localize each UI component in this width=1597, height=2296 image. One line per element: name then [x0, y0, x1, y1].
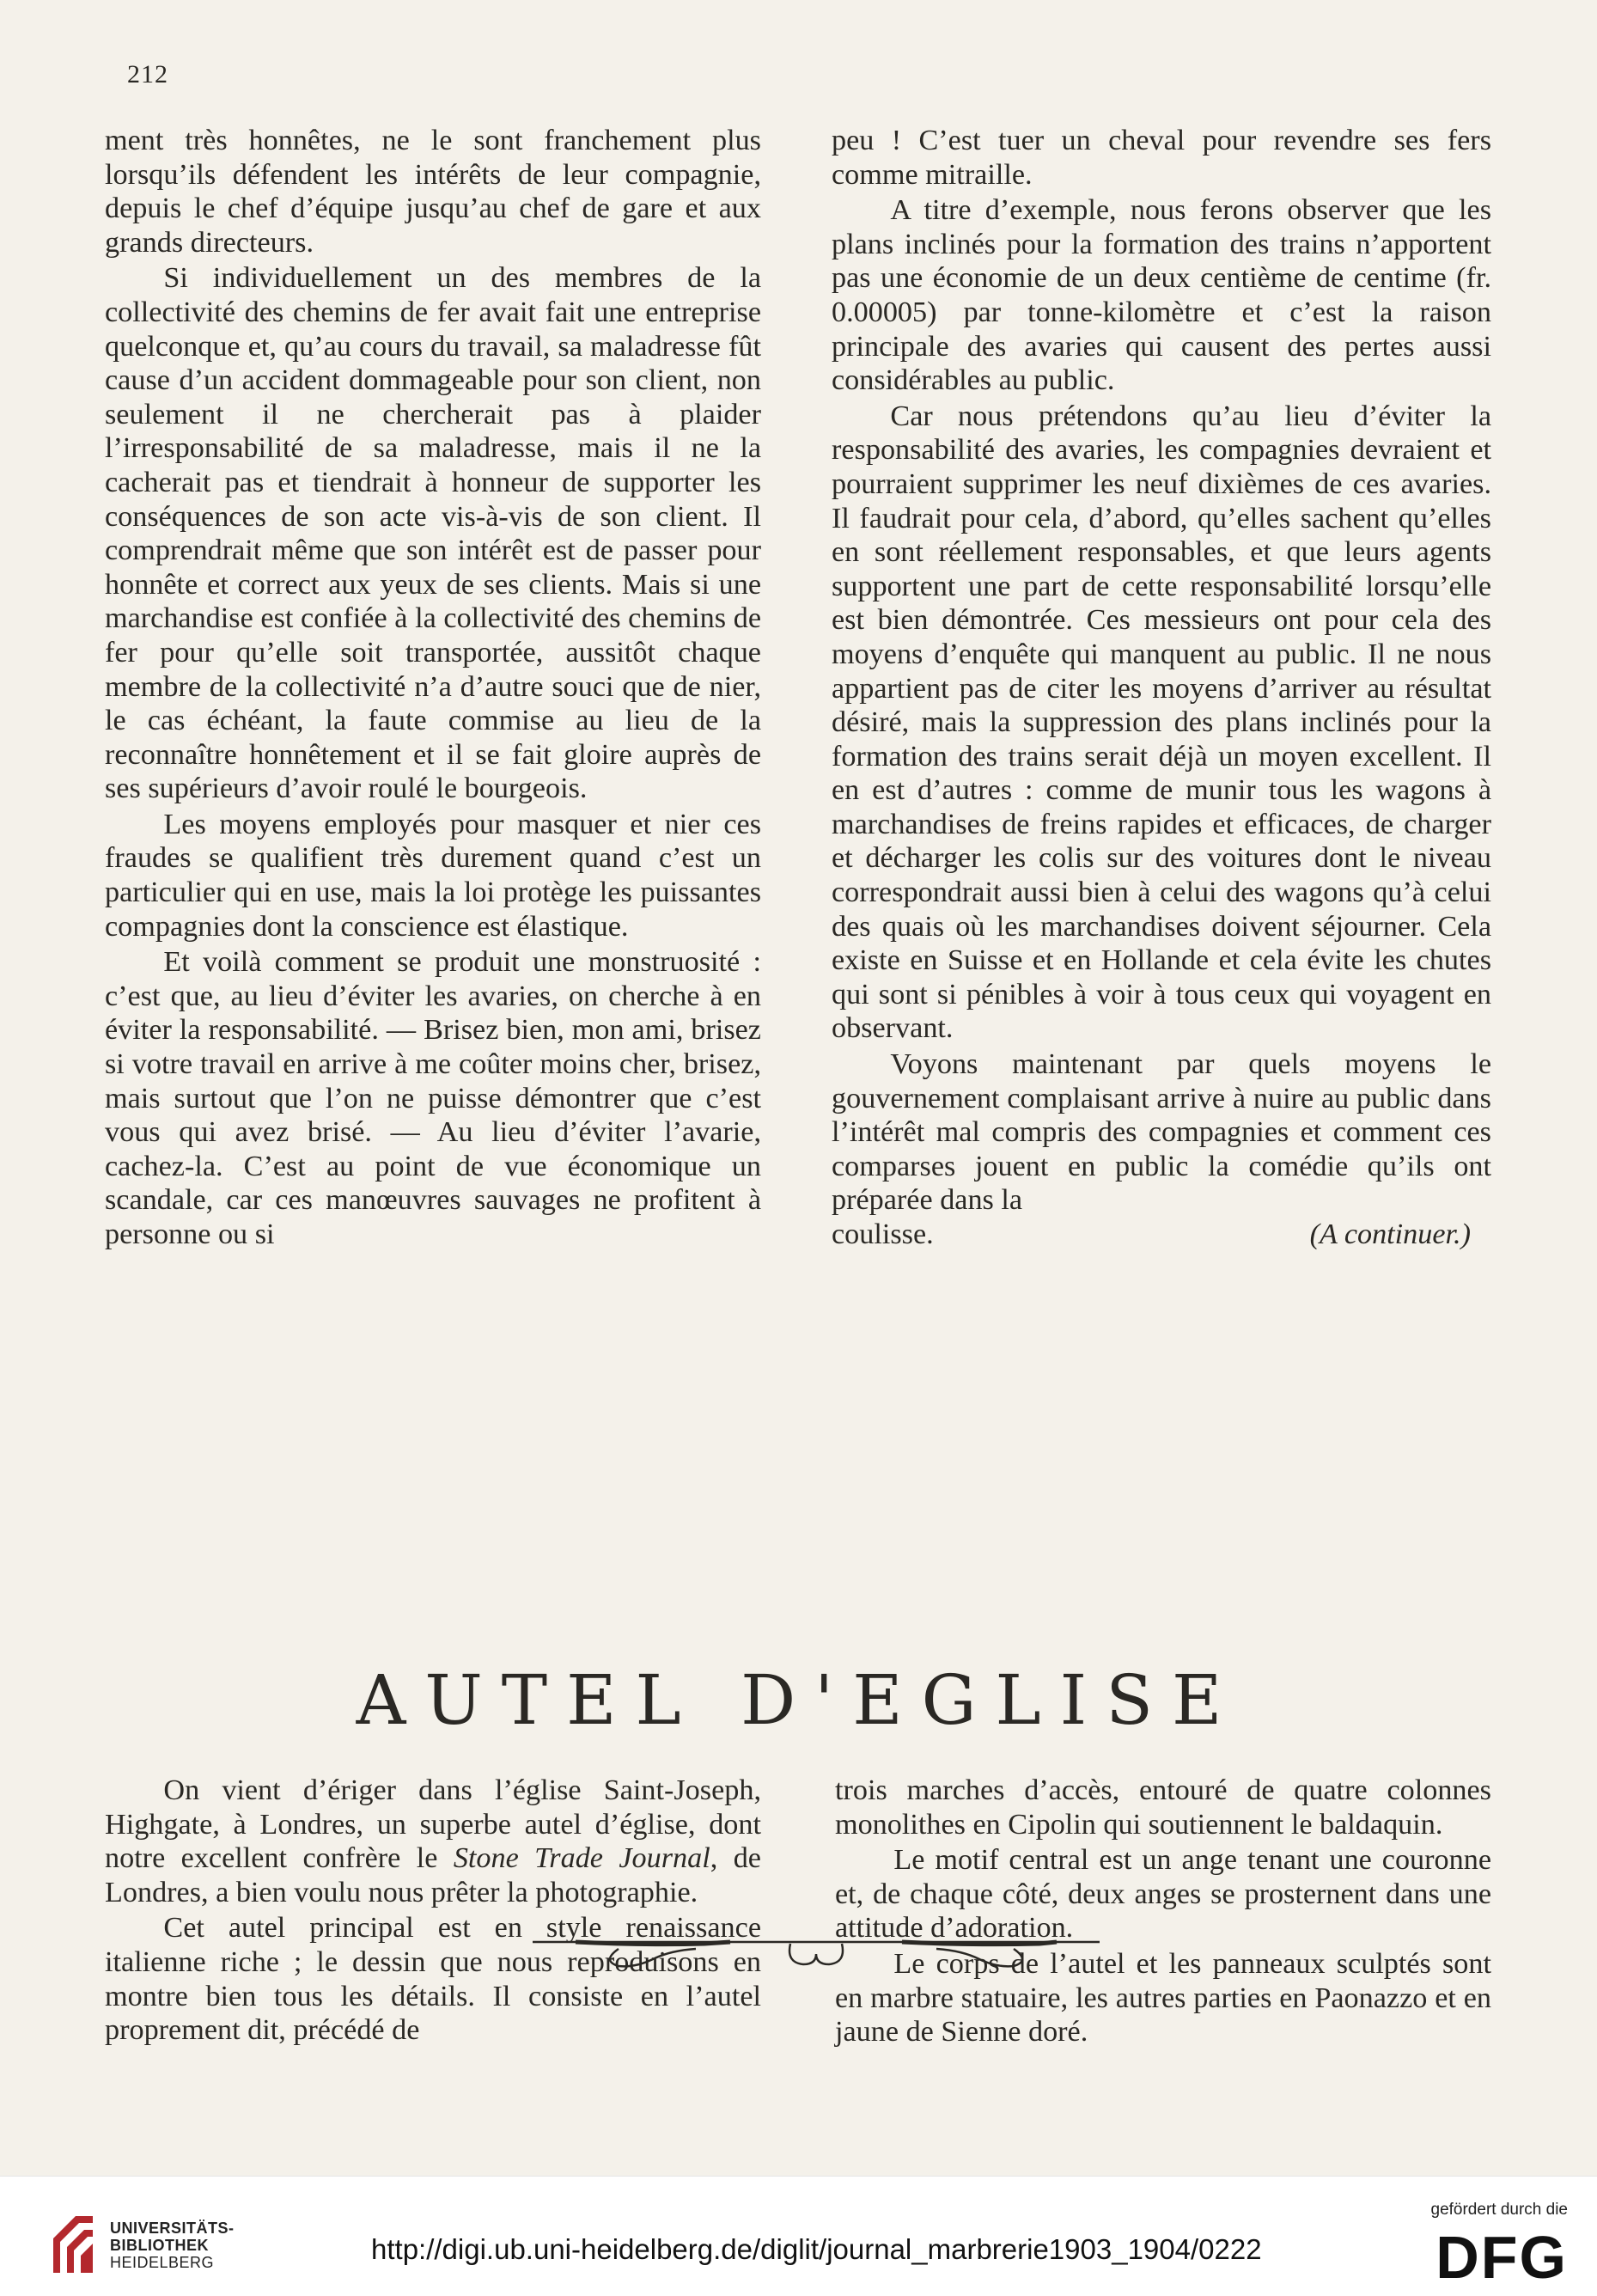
text-run: , de Londres, a bien voulu nous prêter la photographie. — [105, 1842, 761, 1908]
paragraph: A titre d’exemple, nous ferons observer que les plans inclinés pour la formation des trains n’apportent pas une économie de un deux centième de centime (fr. 0.00005) par tonne-kilomètre et c’est la raison principale des avaries qui causent des pertes aussi considérables au public. — [832, 194, 1491, 397]
library-name-line: HEIDELBERG — [110, 2254, 215, 2271]
footer-bar — [0, 2176, 1597, 2296]
paragraph: Cet autel principal est en style renaissance italienne riche ; le dessin que nous reproduisons en montre bien tous les détails. Il consiste en l’autel proprement dit, précédé de — [105, 1912, 761, 2047]
paragraph: peu ! C’est tuer un cheval pour revendre ses fers comme mitraille. — [832, 125, 1491, 191]
page-number: 212 — [127, 60, 168, 89]
paragraph: Le motif central est un ange tenant une couronne et, de chaque côté, deux anges se prosternent dans une attitude d’adoration. — [835, 1844, 1491, 1945]
paragraph: trois marches d’accès, entouré de quatre colonnes monolithes en Cipolin qui soutiennent le baldaquin. — [835, 1774, 1491, 1841]
paragraph: Voyons maintenant par quels moyens le gouvernement complaisant arrive à nuire au public dans l’intérêt mal compris des compagnies et comment ces comparses jouent en public la comédie qu’ils ont préparée dans la — [832, 1048, 1491, 1217]
continued-line — [832, 1218, 1491, 1252]
source-url-link[interactable]: http://digi.ub.uni-heidelberg.de/diglit/journal_marbrerie1903_1904/0222 — [371, 2233, 1262, 2265]
paragraph: Car nous prétendons qu’au lieu d’éviter la responsabilité des avaries, les compagnies devraient et pourraient supprimer les neuf dixièmes de ces avaries. Il faudrait pour cela, d’abord, qu’elles sachent qu’elles en sont réellement responsables, et que leurs agents supportent une part de cette responsabilité lorsqu’elle est bien démontrée. Ces messieurs ont pour cela des moyens d’enquête qui manquent au public. Il ne nous appartient pas de citer les moyens d’arriver au résultat désiré, mais la suppression des plans inclinés pour la formation des trains serait déjà un moyen excellent. Il en est d’autres : comme de munir tous les wagons à marchandises de freins rapides et efficaces, de charger et décharger les colis sur des voitures dont le niveau correspondrait aussi bien à celui des wagons qu’à celui des quais où les marchandises doivent séjourner. Cela existe en Suisse et en Hollande et cela évite les chutes qui sont si pénibles à voir à tous ceux qui voyagent en observant. — [832, 400, 1491, 1045]
paragraph: Les moyens employés pour masquer et nier ces fraudes se qualifient très durement quand c’est un particulier qui en use, mais la loi protège les puissantes compagnies dont la conscience est élastique. — [105, 808, 761, 943]
article-left-column — [105, 124, 761, 1252]
section-left-column — [105, 1774, 761, 2048]
funded-by-label: gefördert durch die — [1430, 2201, 1568, 2219]
library-name-line: UNIVERSITÄTS- — [110, 2220, 235, 2237]
library-name — [110, 2220, 235, 2271]
article-right-column — [832, 124, 1491, 1252]
paragraph: Le corps de l’autel et les panneaux sculptés sont en marbre statuaire, les autres parties en Paonazzo et en jaune de Sienne doré. — [835, 1947, 1491, 2049]
library-name-line: BIBLIOTHEK — [110, 2237, 209, 2254]
paragraph: Si individuellement un des membres de la collectivité des chemins de fer avait fait une entreprise quelconque et, qu’au cours du travail, sa maladresse fût cause d’un accident dommageable pour son client, non seulement il ne chercherait pas à plaider l’irresponsabilité de sa maladresse, mais il ne la cacherait pas et tiendrait à honneur de supporter les conséquences de son acte vis-à-vis de son client. Il comprendrait même que son intérêt est de passer pour honnête et correct aux yeux de ses clients. Mais si une marchandise est confiée à la collectivité des chemins de fer pour qu’elle soit transportée, aussitôt chaque membre de la collectivité n’a d’autre souci que de nier, le cas échéant, la faute commise au lieu de la reconnaître honnêtement et il se fait gloire auprès de ses supérieurs d’avoir roulé le bourgeois. — [105, 262, 761, 805]
paragraph — [105, 1774, 761, 1909]
dfg-logo: DFG — [1435, 2224, 1568, 2291]
journal-name: Stone Trade Journal — [453, 1842, 710, 1875]
library-logo-icon — [50, 2213, 96, 2275]
last-line: coulisse. — [832, 1218, 934, 1250]
section-title: AUTEL D'EGLISE — [356, 1659, 1241, 1740]
continued-note: (A continuer.) — [1309, 1218, 1471, 1250]
section-right-column — [835, 1774, 1491, 2049]
text-run: On vient d’ériger dans l’église Saint-Joseph, Highgate, à Londres, un superbe autel d’église, dont notre excellent confrère le — [105, 1774, 761, 1875]
paragraph: ment très honnêtes, ne le sont franchement plus lorsqu’ils défendent les intérêts de leur compagnie, depuis le chef d’équipe jusqu’au chef de gare et aux grands directeurs. — [105, 125, 761, 259]
paragraph: Et voilà comment se produit une monstruosité : c’est que, au lieu d’éviter les avaries, on cherche à en éviter la responsabilité. — Brisez bien, mon ami, brisez si votre travail en arrive à me coûter moins cher, brisez, mais surtout que l’on ne puisse démontrer que c’est vous qui avez brisé. — Au lieu d’éviter l’avarie, cachez-la. C’est au point de vue économique un scandale, car ces manœuvres sauvages ne profitent à personne ou si — [105, 946, 761, 1250]
